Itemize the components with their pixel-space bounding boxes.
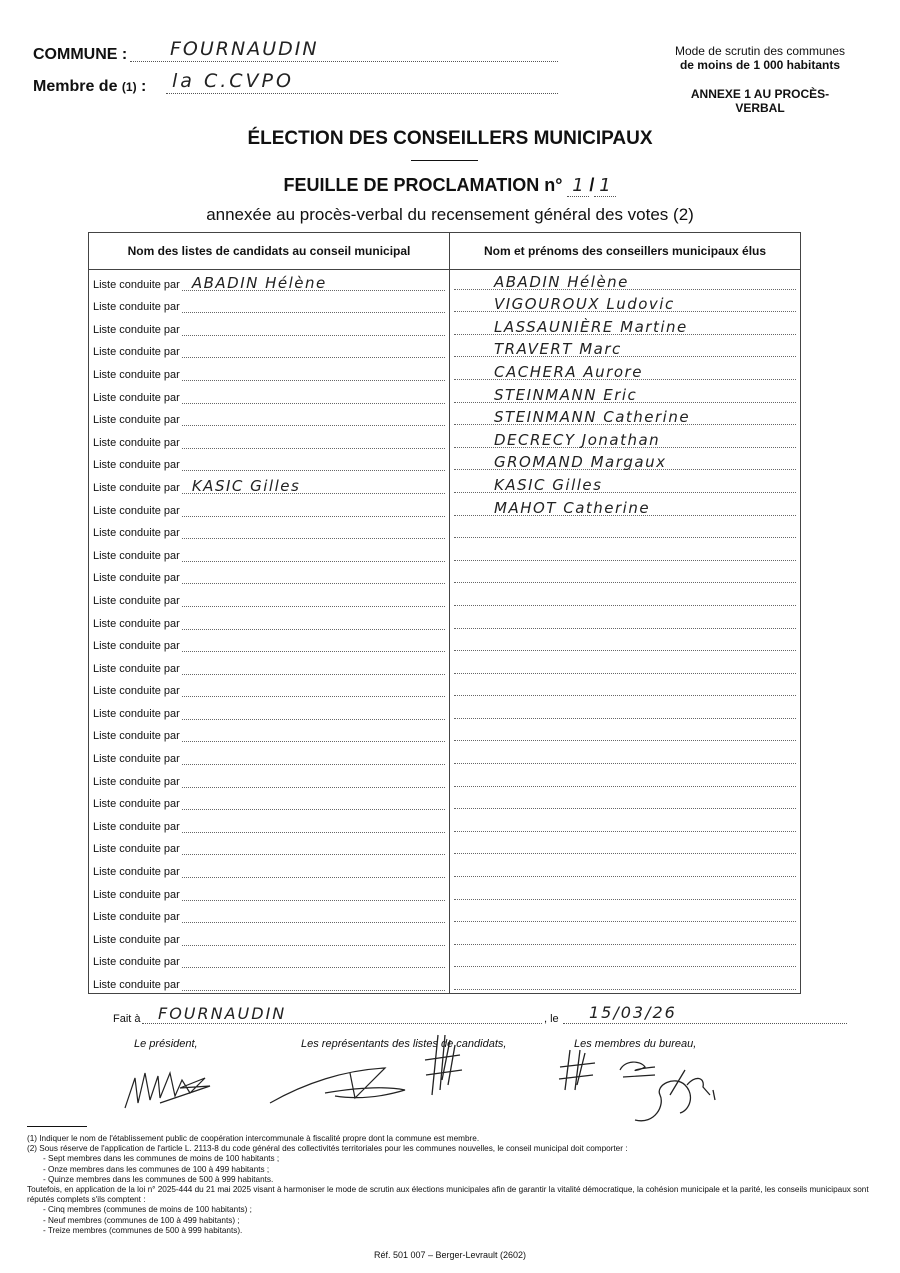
proclamation-total-field[interactable] [594, 175, 616, 197]
annexe-label: ANNEXE 1 AU PROCÈS-VERBAL [690, 87, 830, 115]
liste-name-field[interactable] [182, 840, 445, 855]
elu-cell [450, 338, 801, 361]
liste-conduite-label: Liste conduite par [93, 911, 180, 924]
liste-cell-content [93, 953, 445, 970]
footnote-2-item-3: - Quinze membres dans les communes de 500 à 999 habitants. [43, 1174, 274, 1184]
liste-cell [89, 970, 450, 993]
table-row [89, 903, 801, 926]
liste-cell [89, 812, 450, 835]
commune-label: COMMUNE : [33, 46, 128, 63]
liste-cell [89, 406, 450, 429]
table-row [89, 609, 801, 632]
elu-cell [450, 970, 801, 993]
liste-conduite-label: Liste conduite par [93, 753, 180, 766]
table-row [89, 428, 801, 451]
liste-name-field[interactable] [182, 389, 445, 404]
table-row [89, 293, 801, 316]
liste-cell-content [93, 908, 445, 925]
liste-cell-content [93, 476, 445, 496]
liste-conduite-label: Liste conduite par [93, 481, 180, 494]
table-row [89, 451, 801, 474]
liste-cell [89, 767, 450, 790]
membres-label: Les membres du bureau, [574, 1038, 697, 1050]
elu-name-field[interactable] [454, 907, 796, 922]
footnote-toutefois-item-3: - Treize membres (communes de 500 à 999 habitants). [43, 1225, 243, 1235]
liste-name-field[interactable] [182, 411, 445, 426]
elu-cell [450, 270, 801, 293]
commune-value: FOURNAUDIN [170, 38, 319, 60]
elu-cell [450, 722, 801, 745]
footnote-toutefois-item-1: - Cinq membres (communes de moins de 100 habitants) ; [43, 1205, 252, 1215]
liste-cell [89, 360, 450, 383]
liste-conduite-label: Liste conduite par [93, 504, 180, 517]
elu-cell [450, 360, 801, 383]
liste-name-field[interactable] [182, 502, 445, 517]
col-elus-header: Nom et prénoms des conseillers municipaux élus [450, 233, 801, 270]
liste-name-field[interactable] [182, 298, 445, 313]
table-row [89, 473, 801, 496]
liste-cell [89, 609, 450, 632]
proclamation-table [88, 232, 801, 994]
elu-name-field[interactable] [454, 681, 796, 696]
liste-conduite-label: Liste conduite par [93, 278, 180, 291]
table-row [89, 722, 801, 745]
elu-cell [450, 609, 801, 632]
liste-conduite-label: Liste conduite par [93, 843, 180, 856]
elu-cell [450, 948, 801, 971]
liste-cell-content [93, 321, 445, 338]
elu-cell [450, 880, 801, 903]
liste-cell-content [93, 343, 445, 360]
elu-name-field[interactable] [454, 952, 796, 967]
liste-name-field[interactable] [182, 321, 445, 336]
liste-name-field[interactable] [182, 818, 445, 833]
liste-cell-content [93, 456, 445, 473]
liste-name-field[interactable] [182, 727, 445, 742]
membre-label: Membre de [33, 78, 118, 95]
liste-name-field[interactable] [182, 592, 445, 607]
commune-field[interactable] [130, 38, 558, 62]
liste-cell [89, 541, 450, 564]
liste-cell-content [93, 682, 445, 699]
liste-cell [89, 383, 450, 406]
elu-name-field[interactable] [454, 817, 796, 832]
table-header-row [89, 233, 801, 270]
table-row [89, 880, 801, 903]
liste-cell-content [93, 389, 445, 406]
table-row [89, 767, 801, 790]
liste-conduite-label: Liste conduite par [93, 323, 180, 336]
elu-name-value: DECRECY Jonathan [494, 430, 661, 449]
membre-field[interactable] [166, 70, 558, 94]
col-listes-header: Nom des listes de candidats au conseil municipal [89, 233, 450, 270]
proclamation-num-field[interactable] [567, 175, 589, 197]
liste-cell-content [93, 727, 445, 744]
liste-conduite-label: Liste conduite par [93, 866, 180, 879]
liste-name-field[interactable] [182, 434, 445, 449]
elu-name-field[interactable] [454, 385, 796, 404]
liste-cell-content [93, 615, 445, 632]
table-row [89, 790, 801, 813]
liste-cell-content [93, 750, 445, 767]
liste-conduite-label: Liste conduite par [93, 436, 180, 449]
footnote-2-item-1: - Sept membres dans les communes de moins de 100 habitants ; [43, 1154, 280, 1164]
elu-name-field[interactable] [454, 839, 796, 854]
liste-cell-content [93, 592, 445, 609]
table-row [89, 677, 801, 700]
liste-name-field[interactable] [182, 569, 445, 584]
table-row [89, 586, 801, 609]
liste-name-field[interactable] [182, 705, 445, 720]
annexee-subtitle: annexée au procès-verbal du recensement général des votes (2) [206, 205, 694, 224]
table-row [89, 338, 801, 361]
footnotes [27, 1134, 877, 1236]
elu-cell [450, 293, 801, 316]
liste-cell [89, 428, 450, 451]
elu-cell [450, 632, 801, 655]
fait-label: Fait à [113, 1013, 141, 1025]
mode-line1: Mode de scrutin des communes [674, 44, 846, 58]
footnote-toutefois-item-2: - Neuf membres (communes de 100 à 499 habitants) ; [43, 1215, 240, 1225]
president-label: Le président, [134, 1038, 198, 1050]
proclamation-label: FEUILLE DE PROCLAMATION n° [283, 175, 563, 195]
liste-conduite-label: Liste conduite par [93, 820, 180, 833]
elu-name-field[interactable] [454, 726, 796, 741]
liste-cell [89, 948, 450, 971]
footnote-2-item-2: - Onze membres dans les communes de 100 à 499 habitants ; [43, 1164, 270, 1174]
liste-cell-content [93, 976, 445, 993]
table-row [89, 406, 801, 429]
liste-cell-content [93, 886, 445, 903]
liste-cell [89, 632, 450, 655]
liste-name-field[interactable] [182, 660, 445, 675]
liste-conduite-label: Liste conduite par [93, 933, 180, 946]
elu-cell [450, 699, 801, 722]
table-row [89, 699, 801, 722]
footnote-1: (1) Indiquer le nom de l'établissement public de coopération intercommunale à fiscalité propre dont la commune est membre. [27, 1134, 480, 1143]
elu-cell [450, 903, 801, 926]
liste-conduite-label: Liste conduite par [93, 527, 180, 540]
liste-name-field[interactable] [182, 615, 445, 630]
table-row [89, 541, 801, 564]
elu-cell [450, 428, 801, 451]
page-title: ÉLECTION DES CONSEILLERS MUNICIPAUX [247, 128, 653, 149]
liste-cell [89, 519, 450, 542]
signature-representant-2 [420, 1030, 470, 1100]
liste-cell-content [93, 863, 445, 880]
liste-name-field[interactable] [182, 682, 445, 697]
elu-cell [450, 541, 801, 564]
liste-name-field[interactable] [182, 273, 445, 292]
elu-cell [450, 586, 801, 609]
liste-name-field[interactable] [182, 773, 445, 788]
liste-cell [89, 270, 450, 293]
liste-conduite-label: Liste conduite par [93, 572, 180, 585]
table-row [89, 270, 801, 293]
liste-cell-content [93, 366, 445, 383]
liste-cell-content [93, 773, 445, 790]
title-divider [411, 160, 478, 161]
table-row [89, 812, 801, 835]
elu-name-field[interactable] [454, 297, 796, 312]
liste-conduite-label: Liste conduite par [93, 956, 180, 969]
table-row [89, 970, 801, 993]
table-row [89, 948, 801, 971]
liste-conduite-label: Liste conduite par [93, 594, 180, 607]
elu-name-value: TRAVERT Marc [494, 340, 622, 359]
liste-conduite-label: Liste conduite par [93, 888, 180, 901]
elu-name-field[interactable] [454, 523, 796, 538]
proclamation-num: 1 [572, 175, 585, 196]
liste-cell [89, 338, 450, 361]
elu-cell [450, 790, 801, 813]
liste-cell [89, 315, 450, 338]
elu-cell [450, 451, 801, 474]
elu-cell [450, 677, 801, 700]
fait-place-field[interactable] [142, 1004, 542, 1024]
liste-conduite-label: Liste conduite par [93, 775, 180, 788]
liste-cell-content [93, 524, 445, 541]
liste-cell [89, 586, 450, 609]
elu-name-field[interactable] [454, 862, 796, 877]
liste-cell-content [93, 931, 445, 948]
table-row [89, 835, 801, 858]
footnote-rule [27, 1126, 87, 1127]
elu-name-field[interactable] [454, 930, 796, 945]
elu-cell [450, 496, 801, 519]
table-row [89, 654, 801, 677]
liste-name-field[interactable] [182, 456, 445, 471]
elu-name-value: LASSAUNIÈRE Martine [494, 317, 688, 336]
liste-conduite-label: Liste conduite par [93, 391, 180, 404]
signature-president [120, 1058, 220, 1118]
signature-membre-1 [555, 1045, 605, 1095]
table-row [89, 564, 801, 587]
elu-name-field[interactable] [454, 362, 796, 381]
liste-name-field[interactable] [182, 547, 445, 562]
elu-name-field[interactable] [454, 975, 796, 990]
liste-conduite-label: Liste conduite par [93, 459, 180, 472]
signature-membre-3 [625, 1065, 720, 1130]
liste-cell [89, 880, 450, 903]
liste-name-field[interactable] [182, 366, 445, 381]
mode-line2: de moins de 1 000 habitants [679, 58, 841, 72]
date-value: 15/03/26 [589, 1003, 677, 1022]
elu-cell [450, 383, 801, 406]
scrutin-info [660, 44, 860, 72]
elu-cell [450, 473, 801, 496]
liste-name-value: ABADIN Hélène [191, 273, 327, 292]
elu-name-value: MAHOT Catherine [494, 498, 651, 517]
elu-cell [450, 744, 801, 767]
liste-name-field[interactable] [182, 976, 445, 991]
table-row [89, 925, 801, 948]
elu-cell [450, 767, 801, 790]
elu-name-field[interactable] [454, 614, 796, 629]
elu-name-field[interactable] [454, 659, 796, 674]
liste-cell-content [93, 547, 445, 564]
membre-value: la C.CVPO [172, 70, 294, 92]
elu-cell [450, 835, 801, 858]
liste-cell [89, 473, 450, 496]
liste-conduite-label: Liste conduite par [93, 730, 180, 743]
liste-conduite-label: Liste conduite par [93, 707, 180, 720]
liste-cell [89, 677, 450, 700]
membre-note: (1) [121, 80, 137, 94]
liste-cell [89, 835, 450, 858]
liste-name-field[interactable] [182, 886, 445, 901]
liste-cell [89, 722, 450, 745]
liste-conduite-label: Liste conduite par [93, 640, 180, 653]
fait-place: FOURNAUDIN [158, 1004, 287, 1023]
liste-name-field[interactable] [182, 953, 445, 968]
liste-cell-content [93, 637, 445, 654]
elu-name-value: CACHERA Aurore [494, 362, 643, 381]
elu-name-field[interactable] [454, 342, 796, 357]
liste-cell [89, 744, 450, 767]
membre-label-line [33, 78, 146, 96]
proclamation-total: 1 [599, 175, 612, 196]
liste-name-field[interactable] [182, 863, 445, 878]
elu-name-value: STEINMANN Catherine [494, 408, 691, 427]
liste-name-field[interactable] [182, 795, 445, 810]
elu-name-value: GROMAND Margaux [494, 453, 667, 472]
liste-conduite-label: Liste conduite par [93, 662, 180, 675]
liste-cell [89, 564, 450, 587]
elu-name-field[interactable] [454, 885, 796, 900]
elu-name-field[interactable] [454, 568, 796, 583]
elu-cell [450, 654, 801, 677]
liste-name-value: KASIC Gilles [191, 476, 301, 495]
liste-conduite-label: Liste conduite par [93, 346, 180, 359]
proclamation-title [0, 175, 900, 197]
elu-cell [450, 519, 801, 542]
elu-name-field[interactable] [454, 704, 796, 719]
liste-cell-content [93, 818, 445, 835]
table-row [89, 857, 801, 880]
table-row [89, 744, 801, 767]
elu-name-field[interactable] [454, 455, 796, 470]
le-label: , le [544, 1013, 559, 1025]
liste-cell-content [93, 411, 445, 428]
table-row [89, 519, 801, 542]
table-row [89, 360, 801, 383]
liste-name-field[interactable] [182, 931, 445, 946]
liste-cell [89, 451, 450, 474]
elu-name-field[interactable] [454, 772, 796, 787]
liste-cell-content [93, 502, 445, 519]
liste-conduite-label: Liste conduite par [93, 368, 180, 381]
liste-cell [89, 699, 450, 722]
liste-name-field[interactable] [182, 476, 445, 495]
liste-name-field[interactable] [182, 343, 445, 358]
elu-name-field[interactable] [454, 272, 796, 291]
signature-representant-1 [265, 1058, 415, 1108]
liste-cell-content [93, 840, 445, 857]
representants-label: Les représentants des listes de candidats, [301, 1038, 507, 1050]
footnote-toutefois: Toutefois, en application de la loi n° 2025-444 du 21 mai 2025 visant à harmoniser le mode de scrutin aux élections municipales afin de garantir la vitalité démocratique, la cohésion municipale et la parité, les conseils municipaux sont réputés complets s'ils comptent : [27, 1185, 869, 1205]
elu-name-field[interactable] [454, 794, 796, 809]
elu-name-value: KASIC Gilles [494, 475, 603, 494]
elu-name-field[interactable] [454, 591, 796, 606]
proclamation-sep: / [589, 175, 595, 195]
reference: Réf. 501 007 – Berger-Levrault (2602) [373, 1250, 527, 1260]
liste-cell-content [93, 273, 445, 293]
elu-cell [450, 315, 801, 338]
liste-name-field[interactable] [182, 524, 445, 539]
liste-cell [89, 857, 450, 880]
elu-cell [450, 564, 801, 587]
liste-cell-content [93, 298, 445, 315]
liste-cell [89, 790, 450, 813]
table-row [89, 383, 801, 406]
liste-cell-content [93, 434, 445, 451]
table-row [89, 315, 801, 338]
liste-cell-content [93, 569, 445, 586]
elu-name-field[interactable] [454, 430, 796, 449]
liste-cell-content [93, 660, 445, 677]
elu-name-field[interactable] [454, 475, 796, 494]
liste-conduite-label: Liste conduite par [93, 798, 180, 811]
elu-name-field[interactable] [454, 317, 796, 336]
elu-cell [450, 406, 801, 429]
elu-name-field[interactable] [454, 636, 796, 651]
elu-name-value: STEINMANN Eric [494, 385, 638, 404]
date-field[interactable] [563, 1003, 847, 1024]
elu-name-field[interactable] [454, 546, 796, 561]
elu-cell [450, 812, 801, 835]
liste-cell [89, 903, 450, 926]
elu-name-field[interactable] [454, 498, 796, 517]
liste-name-field[interactable] [182, 637, 445, 652]
liste-cell-content [93, 705, 445, 722]
liste-cell [89, 654, 450, 677]
table-row [89, 632, 801, 655]
elu-name-value: VIGOUROUX Ludovic [494, 295, 675, 314]
liste-cell [89, 293, 450, 316]
elu-cell [450, 857, 801, 880]
elu-name-field[interactable] [454, 749, 796, 764]
table-body [89, 270, 801, 994]
liste-conduite-label: Liste conduite par [93, 301, 180, 314]
elu-name-value: ABADIN Hélène [494, 272, 629, 291]
liste-conduite-label: Liste conduite par [93, 617, 180, 630]
liste-conduite-label: Liste conduite par [93, 549, 180, 562]
liste-cell [89, 496, 450, 519]
membre-colon: : [141, 78, 147, 95]
table-row [89, 496, 801, 519]
liste-name-field[interactable] [182, 908, 445, 923]
elu-cell [450, 925, 801, 948]
liste-conduite-label: Liste conduite par [93, 685, 180, 698]
liste-cell-content [93, 795, 445, 812]
footnote-2: (2) Sous réserve de l'application de l'article L. 2113-8 du code général des collectivités territoriales pour les communes nouvelles, le conseil municipal doit comporter : [27, 1144, 628, 1154]
liste-conduite-label: Liste conduite par [93, 979, 180, 991]
liste-conduite-label: Liste conduite par [93, 414, 180, 427]
liste-cell [89, 925, 450, 948]
liste-name-field[interactable] [182, 750, 445, 765]
elu-name-field[interactable] [454, 410, 796, 425]
